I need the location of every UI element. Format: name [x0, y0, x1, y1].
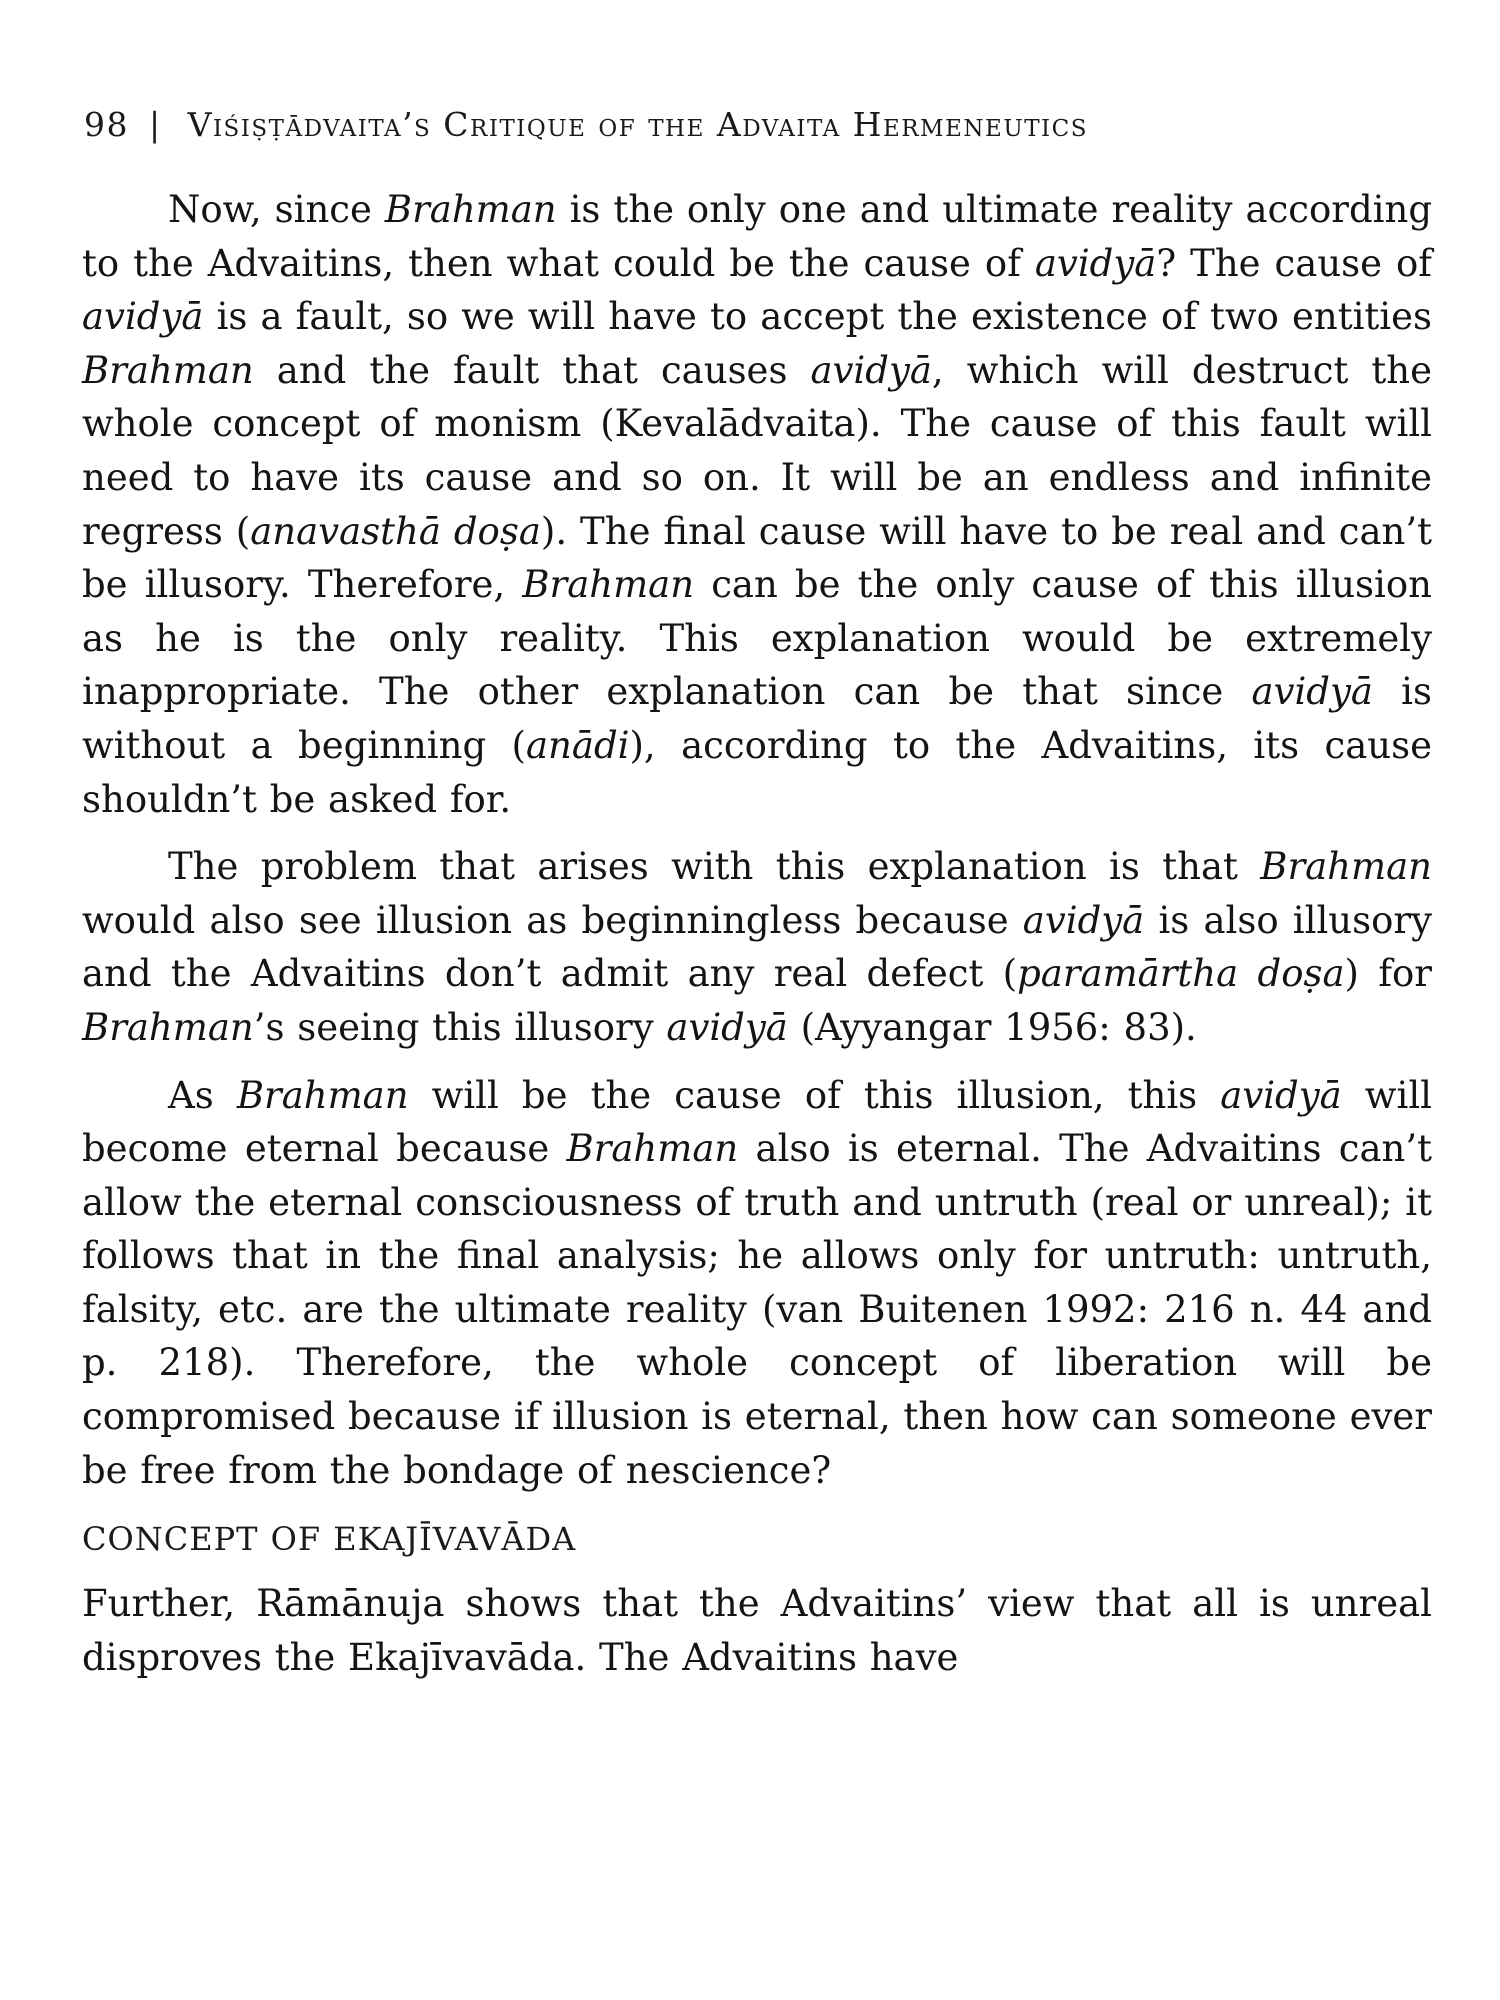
- italic-term: Brahman: [522, 563, 695, 607]
- italic-term: paramārtha doṣa: [1017, 952, 1345, 996]
- italic-term: Brahman: [566, 1127, 739, 1171]
- italic-term: Brahman: [384, 188, 557, 231]
- paragraph-1: Now, since Brahman is the only one and ultimate reality according to the Advaitins, then what could be the cause of avidyā? The cause of avidyā is a fault, so we will have to accept the existence of two entities Brahman and the fault that causes avidyā, which will destruct the whole concept of monism (Kevalādvaita). The cause of this fault will need to have its cause and so on. It will be an endless and infinite regress (anavasthā doṣa). The final cause will have to be real and can’t be illusory. Therefore, Brahman can be the only cause of this illusion as he is the only reality. This explanation would be extremely inappropriate. The other explanation can be that since avidyā is without a beginning (anādi), according to the Advaitins, its cause shouldn’t be asked for.: [82, 188, 1433, 821]
- italic-term: avidyā: [666, 1005, 788, 1049]
- paragraph-3: As Brahman will be the cause of this illusion, this avidyā will become eternal because Brahman also is eternal. The Advaitins can’t allow the eternal consciousness of truth and untruth (real or unreal); it follows that in the final analysis; he allows only for untruth: untruth, falsity, etc. are the ultimate reality (van Buitenen 1992: 216 n. 44 and p. 218). Therefore, the whole concept of liberation will be compromised because if illusion is eternal, then how can someone ever be free from the bondage of nescience?: [82, 1073, 1432, 1492]
- italic-term: avidyā: [82, 295, 204, 339]
- italic-term: avidyā: [1022, 898, 1145, 942]
- italic-term: Brahman: [82, 348, 254, 392]
- italic-term: Brahman: [236, 1073, 409, 1117]
- italic-term: avidyā: [1251, 670, 1373, 714]
- italic-term: anavasthā doṣa: [250, 509, 541, 553]
- header-separator: |: [149, 105, 162, 144]
- running-header: [84, 105, 1444, 144]
- italic-term: Brahman: [82, 1005, 254, 1049]
- section-paragraph: Further, Rāmānuja shows that the Advaitins’ view that all is unreal disproves the Ekajīvavāda. The Advaitins have: [82, 1582, 1432, 1679]
- running-title: Viśiṣṭādvaita’s Critique of the Advaita Hermeneutics: [187, 105, 1088, 144]
- italic-term: Brahman: [1260, 845, 1432, 889]
- italic-term: avidyā: [810, 348, 932, 392]
- page-number: 98: [84, 105, 129, 144]
- italic-term: avidyā: [1220, 1073, 1342, 1117]
- paragraph-2: The problem that arises with this explanation is that Brahman would also see illusion as beginningless because avidyā is also illusory and the Advaitins don’t admit any real defect (paramārtha doṣa) for Brahman’s seeing this illusory avidyā (Ayyangar 1956: 83).: [82, 845, 1432, 1049]
- italic-term: avidyā: [1034, 241, 1157, 285]
- italic-term: anādi: [526, 723, 630, 767]
- body-text: [82, 183, 1432, 1698]
- section-heading: CONCEPT OF EKAJĪVAVĀDA: [82, 1520, 577, 1559]
